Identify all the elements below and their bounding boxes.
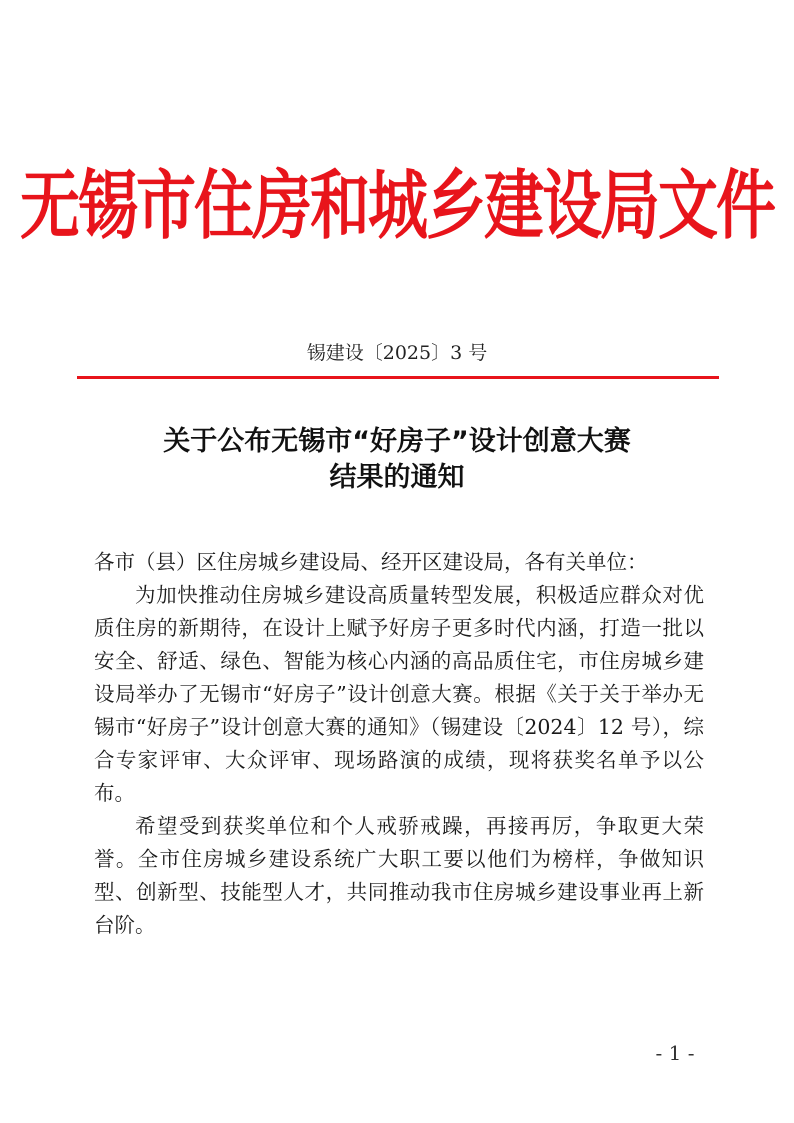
notice-body [94,546,704,942]
notice-title-line-2: 结果的通知 [329,462,465,493]
salutation: 各市（县）区住房城乡建设局、经开区建设局，各有关单位： [94,550,648,574]
document-number: 锡建设〔2025〕3 号 [306,342,488,364]
body-paragraph-2: 希望受到获奖单位和个人戒骄戒躁，再接再厉，争取更大荣誉。全市住房城乡建设系统广大职工要以他们为榜样，争做知识型、创新型、技能型人才，共同推动我市住房城乡建设事业再上新台阶。 [94,814,704,937]
page-number: - 1 - [655,1041,695,1065]
body-paragraph-1: 为加快推动住房城乡建设高质量转型发展，积极适应群众对优质住房的新期待，在设计上赋予好房子更多时代内涵，打造一批以安全、舒适、绿色、智能为核心内涵的高品质住宅，市住房城乡建设局举办了无锡市“好房子”设计创意大赛。根据《关于关于举办无锡市“好房子”设计创意大赛的通知》（锡建设〔2024〕12 号），综合专家评审、大众评审、现场路演的成绩，现将获奖名单予以公布。 [94,583,704,805]
notice-title [60,424,734,496]
document-header-title: 无锡市住房和城乡建设局文件 [20,162,774,250]
header-divider [77,376,719,379]
notice-title-line-1: 关于公布无锡市“好房子”设计创意大赛 [163,426,631,457]
